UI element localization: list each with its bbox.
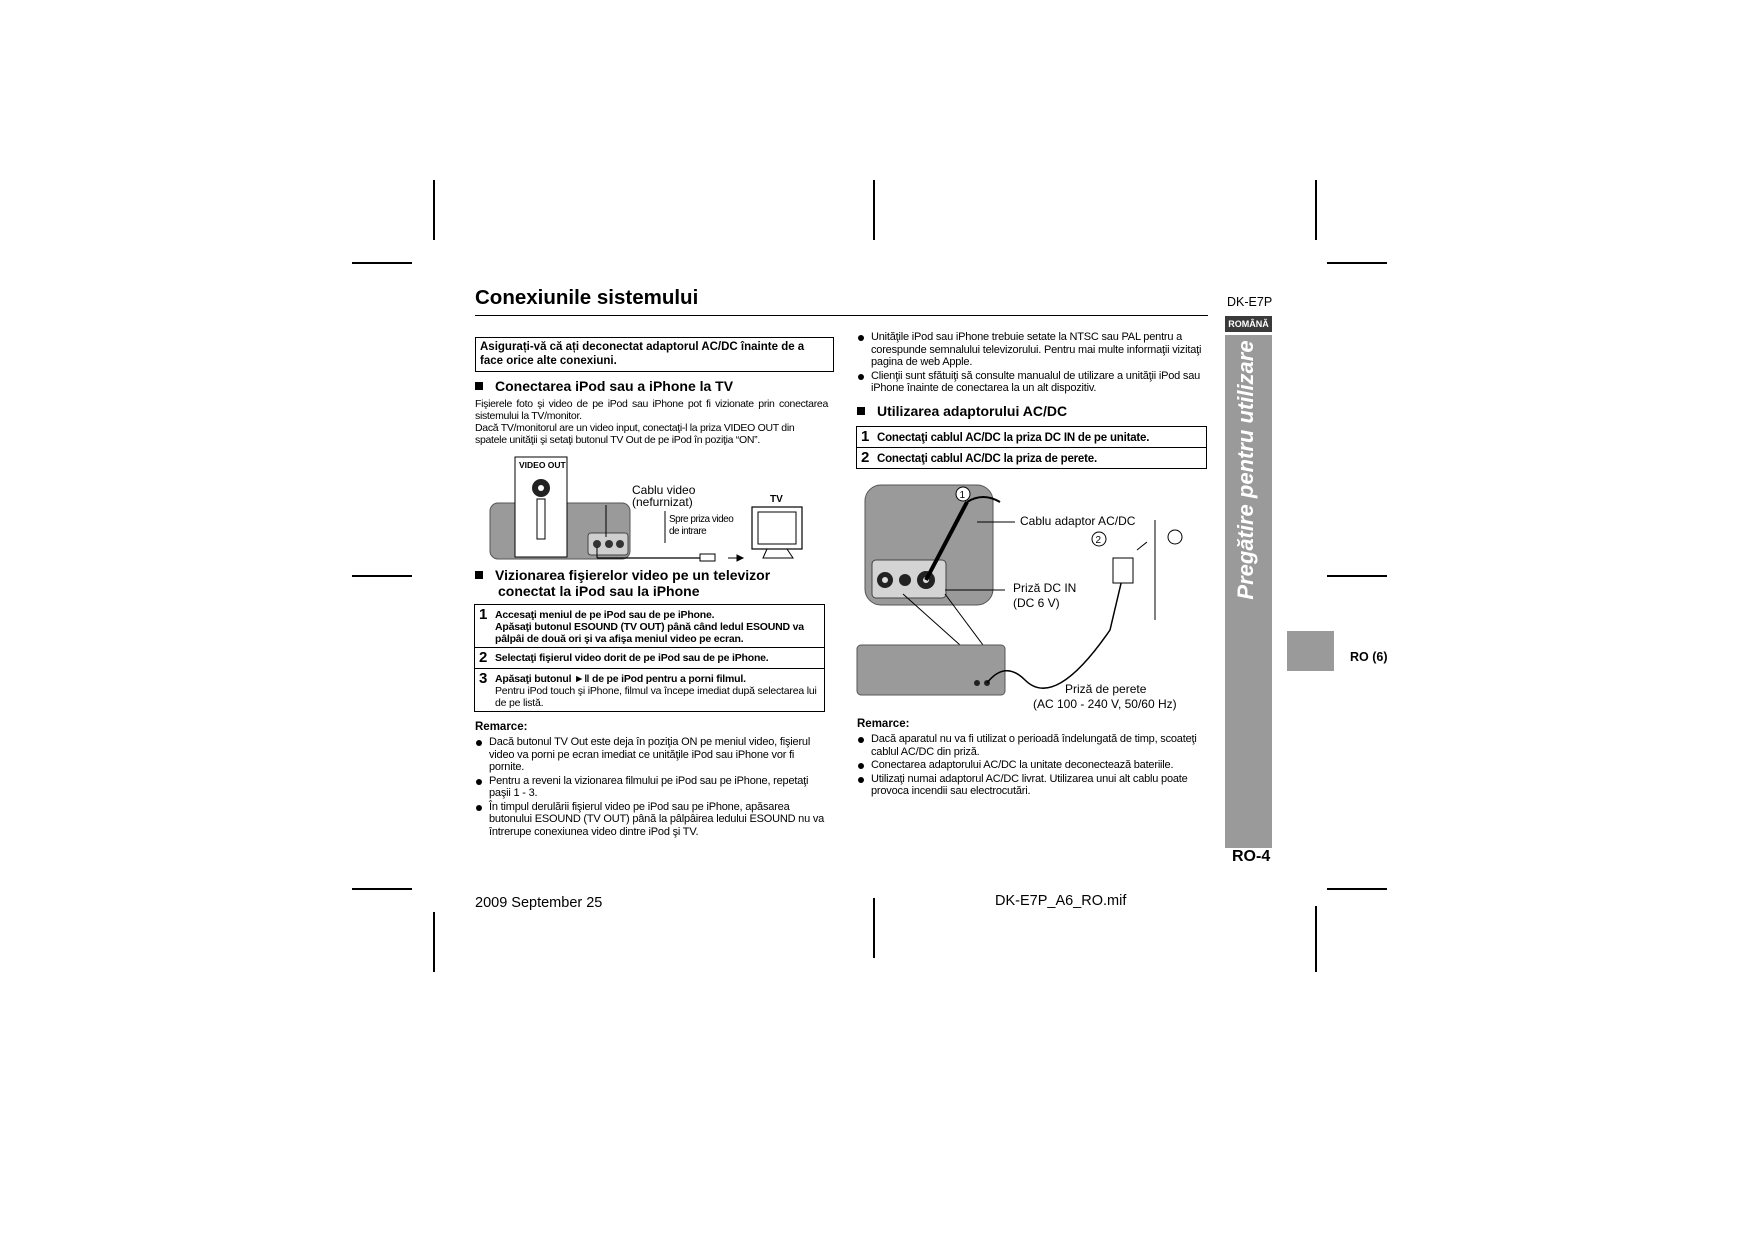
instruction-paragraph: Dacă TV/monitorul are un video input, conectaţi-l la priza VIDEO OUT din spatele unităţii şi setaţi butonul TV Out de pe iPod în poziţia “ON”.	[475, 422, 795, 446]
crop-mark	[352, 262, 412, 264]
crop-mark	[433, 912, 435, 972]
plug-icon	[537, 499, 545, 539]
step-text: Conectaţi cablul AC/DC la priza de perete.	[877, 453, 1097, 465]
footer-filename: DK-E7P_A6_RO.mif	[995, 893, 1127, 909]
step-marker-1: 1	[959, 490, 966, 501]
sidebar-vertical-text: Pregătire pentru utilizare	[1233, 340, 1258, 600]
dc-in-label-2: (DC 6 V)	[1013, 596, 1060, 610]
intro-paragraph: Fişierele foto şi video de pe iPod sau iPhone pot fi vizionate prin conectarea sistemului la TV/monitor.	[475, 398, 828, 422]
step-title: Accesaţi meniul de pe iPod sau de pe iPhone.	[495, 609, 715, 621]
step-number: 2	[861, 449, 870, 466]
adapter-cable-label: Cablu adaptor AC/DC	[1020, 514, 1136, 528]
square-bullet-icon	[857, 407, 865, 415]
note-item: Dacă aparatul nu va fi utilizat o perioadă îndelungată de timp, scoateţi cablul AC/DC din priză.	[857, 733, 1207, 758]
notes-list-top-right	[857, 331, 1207, 396]
bullet-item: Clienţii sunt sfătuiţi să consulte manualul de utilizare a unităţii iPod sau iPhone înainte de conectarea la un alt dispozitiv.	[857, 370, 1207, 395]
crop-mark	[352, 575, 412, 577]
model-number: DK-E7P	[1227, 295, 1273, 309]
cable-label: Cablu video	[632, 483, 696, 497]
unit-body	[857, 645, 1005, 695]
note-item: Utilizaţi numai adaptorul AC/DC livrat. Utilizarea unui alt cablu poate provoca incendii sau electrocutări.	[857, 773, 1207, 798]
section-heading-line2: conectat la iPod sau la iPhone	[498, 583, 700, 599]
input-label-2: de intrare	[669, 526, 707, 537]
crop-mark	[873, 898, 875, 958]
tv-label: TV	[770, 494, 783, 505]
note-item: Dacă butonul TV Out este deja în poziţia ON pe meniul video, fişierul video va porni pe ecran imediat ce unităţile iPod sau iPhone vor fi pornite.	[475, 736, 825, 774]
step-number: 1	[479, 606, 488, 623]
step-2	[475, 648, 824, 669]
wall-socket-icon	[1168, 530, 1182, 544]
crop-mark	[873, 180, 875, 240]
cable-label-2: (nefurnizat)	[632, 495, 693, 509]
section-heading-line1: Vizionarea fişierelor video pe un televizor	[495, 567, 771, 583]
crop-mark	[352, 888, 412, 890]
dc-in-label: Priză DC IN	[1013, 581, 1077, 595]
arrow-icon	[728, 555, 743, 561]
step-title: Apăsaţi butonul ►‖ de pe iPod pentru a porni filmul.	[495, 673, 746, 685]
adapter-icon	[1113, 558, 1133, 583]
crop-mark	[1327, 888, 1387, 890]
notes-title: Remarce:	[475, 721, 528, 733]
crop-mark	[1327, 575, 1387, 577]
crop-mark	[433, 180, 435, 240]
square-bullet-icon	[475, 571, 483, 579]
crop-mark	[1315, 906, 1317, 972]
steps-box-video	[474, 604, 825, 712]
steps-box-adapter	[856, 426, 1207, 469]
note-item: Conectarea adaptorului AC/DC la unitate deconectează bateriile.	[857, 759, 1207, 772]
page-number: RO-4	[1232, 848, 1271, 865]
step-body	[495, 607, 820, 645]
step-number: 1	[861, 428, 870, 445]
section-heading-video	[475, 567, 770, 599]
tv-connection-diagram	[485, 455, 820, 565]
crop-mark	[1327, 262, 1387, 264]
wall-socket-label-2: (AC 100 - 240 V, 50/60 Hz)	[1033, 697, 1177, 711]
input-label: Spre priza video	[669, 514, 734, 525]
notes-list-right	[857, 733, 1207, 799]
section-heading-adapter	[857, 403, 1067, 419]
adapter-step-2	[857, 448, 1206, 468]
page-title: Conexiunile sistemului	[475, 286, 699, 309]
step-detail: Apăsaţi butonul ESOUND (TV OUT) până când ledul ESOUND va pâlpâi de două ori şi va afişa meniul video pe ecran.	[495, 621, 804, 645]
title-rule	[475, 315, 1208, 316]
step-1	[475, 605, 824, 648]
step-number: 2	[479, 649, 488, 666]
wall-socket-label: Priză de perete	[1065, 682, 1147, 696]
video-out-label: VIDEO OUT	[519, 460, 566, 470]
notes-list-left	[475, 736, 825, 839]
section-heading-text: Conectarea iPod sau a iPhone la TV	[495, 378, 734, 394]
square-bullet-icon	[475, 382, 483, 390]
note-item: În timpul derulării fişierul video pe iPod sau pe iPhone, apăsarea butonului ESOUND (TV OUT) până la pâlpâirea ledului ESOUND nu va întrerupe conexiunea video dintre iPod şi TV.	[475, 801, 825, 839]
bullet-item: Unităţile iPod sau iPhone trebuie setate la NTSC sau PAL pentru a corespunde semnalului televizorului. Pentru mai multe informaţii vizitaţi pagina de web Apple.	[857, 331, 1207, 369]
step-number: 3	[479, 670, 488, 687]
section-tab	[1287, 631, 1334, 671]
section-tab-label: RO (6)	[1350, 650, 1388, 664]
notes-title: Remarce:	[857, 718, 910, 730]
step-text: Conectaţi cablul AC/DC la priza DC IN de pe unitate.	[877, 432, 1150, 444]
adapter-step-1	[857, 427, 1206, 448]
crop-mark	[1315, 180, 1317, 240]
step-body	[495, 650, 769, 666]
section-heading-tv	[475, 378, 733, 394]
warning-box: Asigurați-vă că ați deconectat adaptorul AC/DC înainte de a face orice alte conexiuni.	[475, 337, 834, 372]
language-badge: ROMÂNĂ	[1225, 316, 1272, 332]
step-marker-2: 2	[1095, 535, 1102, 546]
step-3	[475, 669, 824, 711]
step-body	[495, 671, 820, 709]
step-title: Selectaţi fişierul video dorit de pe iPod sau de pe iPhone.	[495, 652, 769, 664]
note-item: Pentru a reveni la vizionarea filmului pe iPod sau pe iPhone, repetaţi paşii 1 - 3.	[475, 775, 825, 800]
section-heading-text: Utilizarea adaptorului AC/DC	[877, 403, 1068, 419]
footer-date: 2009 September 25	[475, 895, 603, 911]
step-detail: Pentru iPod touch şi iPhone, filmul va începe imediat după selectarea lui de pe listă.	[495, 685, 817, 709]
adapter-connection-diagram	[855, 480, 1215, 720]
